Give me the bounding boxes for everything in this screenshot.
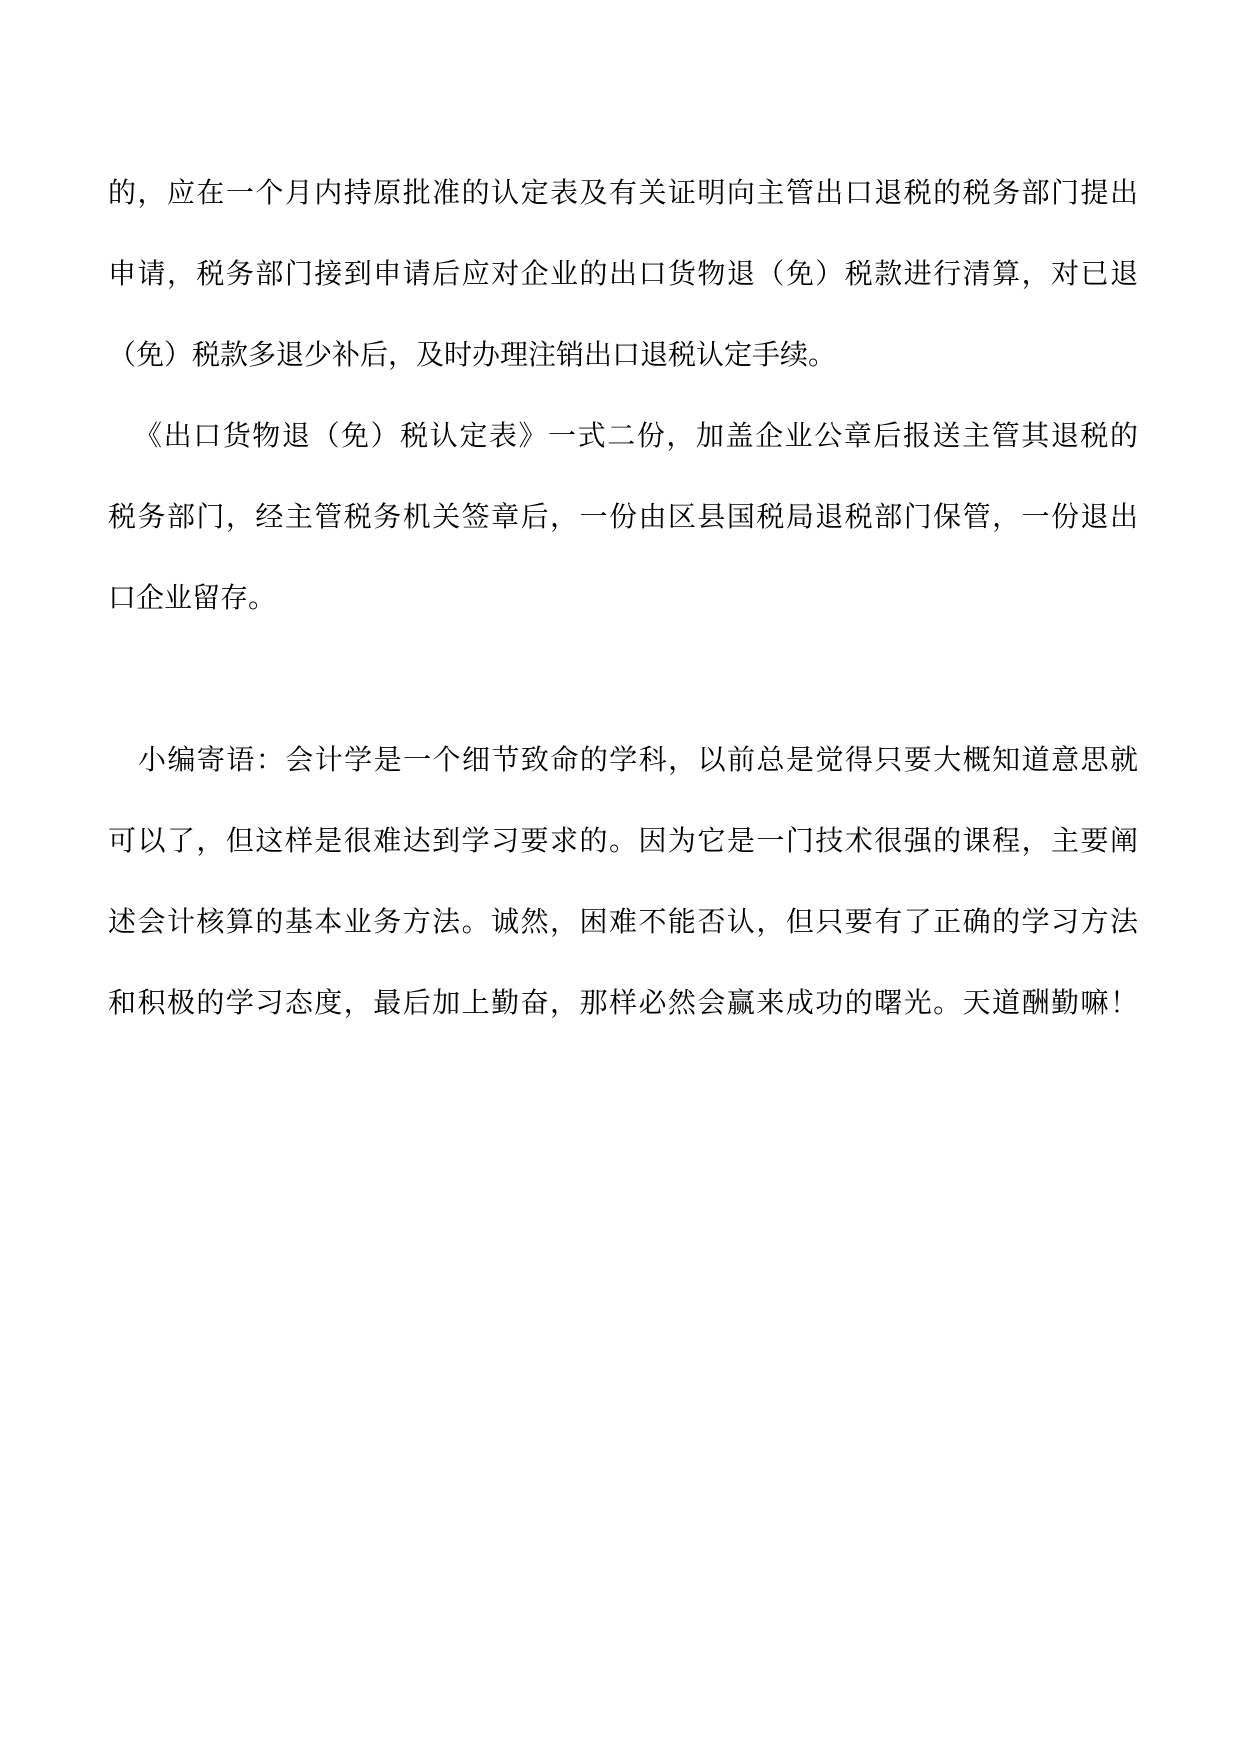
paragraph-line: 《出口货物退（免）税认定表》一式二份，加盖企业公章后报送主管其退税的 xyxy=(134,419,1138,452)
paragraph-2 xyxy=(108,395,1138,638)
paragraph-line: 税务部门，经主管税务机关签章后，一份由区县国税局退税部门保管，一份退出 xyxy=(108,500,1138,533)
paragraph-line: （免）税款多退少补后，及时办理注销出口退税认定手续。 xyxy=(108,338,837,371)
paragraph-line: 小编寄语：会计学是一个细节致命的学科，以前总是觉得只要大概知道意思就 xyxy=(138,743,1138,776)
paragraph-line: 的，应在一个月内持原批准的认定表及有关证明向主管出口退税的税务部门提出 xyxy=(108,176,1138,209)
paragraph-line: 和积极的学习态度，最后加上勤奋，那样必然会赢来成功的曙光。天道酬勤嘛！ xyxy=(108,986,1138,1019)
paragraph-line: 可以了，但这样是很难达到学习要求的。因为它是一门技术很强的课程，主要阐 xyxy=(108,824,1138,857)
paragraph-1 xyxy=(108,152,1138,395)
paragraph-line: 口企业留存。 xyxy=(108,581,277,614)
paragraph-line: 申请，税务部门接到申请后应对企业的出口货物退（免）税款进行清算，对已退 xyxy=(108,257,1138,290)
paragraph-3 xyxy=(108,719,1138,1043)
paragraph-line: 述会计核算的基本业务方法。诚然，困难不能否认，但只要有了正确的学习方法 xyxy=(108,905,1138,938)
